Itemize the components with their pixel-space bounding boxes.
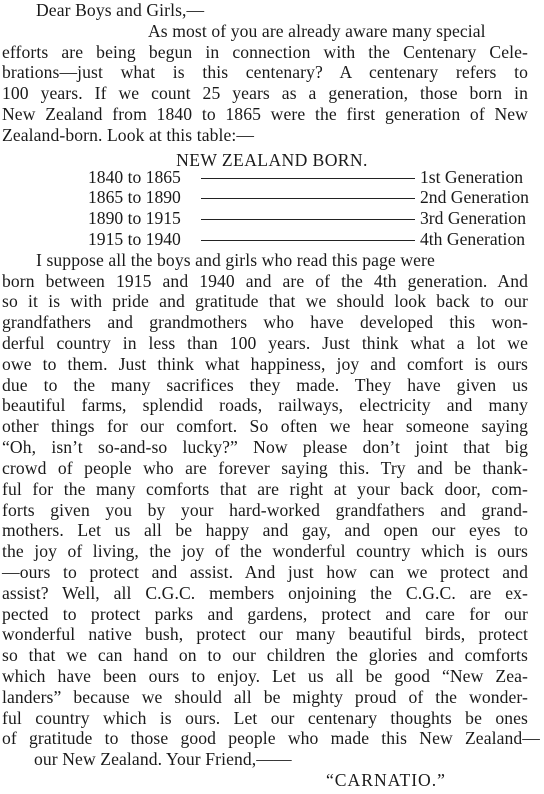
paragraph1-line: brations—just what is this centenary? A centenary refers to xyxy=(2,62,528,83)
paragraph2-line: ful for the many comforts that are right at your back door, com- xyxy=(2,478,528,499)
table-range: 1840 to 1865 xyxy=(88,166,181,187)
table-generation: 1st Generation xyxy=(420,166,524,187)
paragraph2-line: the joy of living, the joy of the wonderful country which is ours xyxy=(2,541,528,562)
paragraph1-line: New Zealand from 1840 to 1865 were the first generation of New xyxy=(2,104,528,125)
table-row xyxy=(88,228,526,249)
table-leader-line xyxy=(201,219,415,220)
paragraph2-line: which have been ours to enjoy. Let us all be good “New Zea- xyxy=(2,665,528,686)
paragraph1-line: Zealand-born. Look at this table:— xyxy=(2,124,255,145)
paragraph2-line: forts given you by your hard-worked grandfathers and grand- xyxy=(2,499,528,520)
paragraph2-line: wonderful native bush, protect our many beautiful birds, protect xyxy=(2,624,528,645)
table-row xyxy=(88,166,524,187)
paragraph2-line: grandfathers and grandmothers who have developed this won- xyxy=(2,312,528,333)
table-row xyxy=(88,187,529,208)
table-heading: NEW ZEALAND BORN. xyxy=(176,149,368,170)
paragraph2-line: crowd of people who are forever saying this. Try and be thank- xyxy=(2,457,528,478)
table-range: 1865 to 1890 xyxy=(88,187,181,208)
table-row xyxy=(88,208,527,229)
paragraph2-line: pected to protect parks and gardens, protect and care for our xyxy=(2,603,528,624)
paragraph2-line: “Oh, isn’t so-and-so lucky?” Now please don’t joint that big xyxy=(2,437,528,457)
table-leader-line xyxy=(201,178,415,179)
signature: “CARNATIO.” xyxy=(326,770,446,790)
paragraph2-line: landers” because we should all be mighty proud of the wonder- xyxy=(2,686,528,707)
table-range: 1890 to 1915 xyxy=(88,208,181,229)
table-range: 1915 to 1940 xyxy=(88,228,181,249)
paragraph2-line: born between 1915 and 1940 and are of the 4th generation. And xyxy=(2,270,528,291)
paragraph1-line: 100 years. If we count 25 years as a generation, those born in xyxy=(2,83,528,104)
paragraph2-line: our New Zealand. Your Friend,—— xyxy=(34,749,292,770)
table-generation: 2nd Generation xyxy=(420,187,529,208)
paragraph2-line: I suppose all the boys and girls who read this page were xyxy=(36,249,435,270)
salutation: Dear Boys and Girls,— xyxy=(36,0,205,20)
paragraph1-line: efforts are being begun in connection with the Centenary Cele- xyxy=(2,41,528,62)
paragraph2-line: so it is with pride and gratitude that we should look back to our xyxy=(2,291,528,312)
paragraph2-line: other things for our comfort. So often we hear someone saying xyxy=(2,416,528,437)
table-leader-line xyxy=(201,240,415,241)
table-generation: 4th Generation xyxy=(420,228,526,249)
paragraph2-line: due to the many sacrifices they made. They have given us xyxy=(2,374,528,395)
table-leader-line xyxy=(201,198,415,199)
paragraph2-line: derful country in less than 100 years. Just think what a lot we xyxy=(2,333,528,353)
paragraph2-line: assist? Well, all C.G.C. members onjoining the C.G.C. are ex- xyxy=(2,582,528,603)
paragraph2-line: —ours to protect and assist. And just how can we protect and xyxy=(2,561,528,582)
paragraph2-line: of gratitude to those good people who made this New Zealand— xyxy=(2,728,540,749)
paragraph2-line: owe to them. Just think what happiness, joy and comfort is ours xyxy=(2,353,528,374)
paragraph2-line: beautiful farms, splendid roads, railways, electricity and many xyxy=(2,395,528,416)
paragraph2-line: mothers. Let us all be happy and gay, and open our eyes to xyxy=(2,520,528,541)
paragraph1-line: As most of you are already aware many special xyxy=(148,20,486,41)
table-generation: 3rd Generation xyxy=(420,208,527,229)
paragraph2-line: ful country which is ours. Let our centenary thoughts be ones xyxy=(2,707,528,728)
paragraph2-line: so that we can hand on to our children the glories and comforts xyxy=(2,645,528,666)
